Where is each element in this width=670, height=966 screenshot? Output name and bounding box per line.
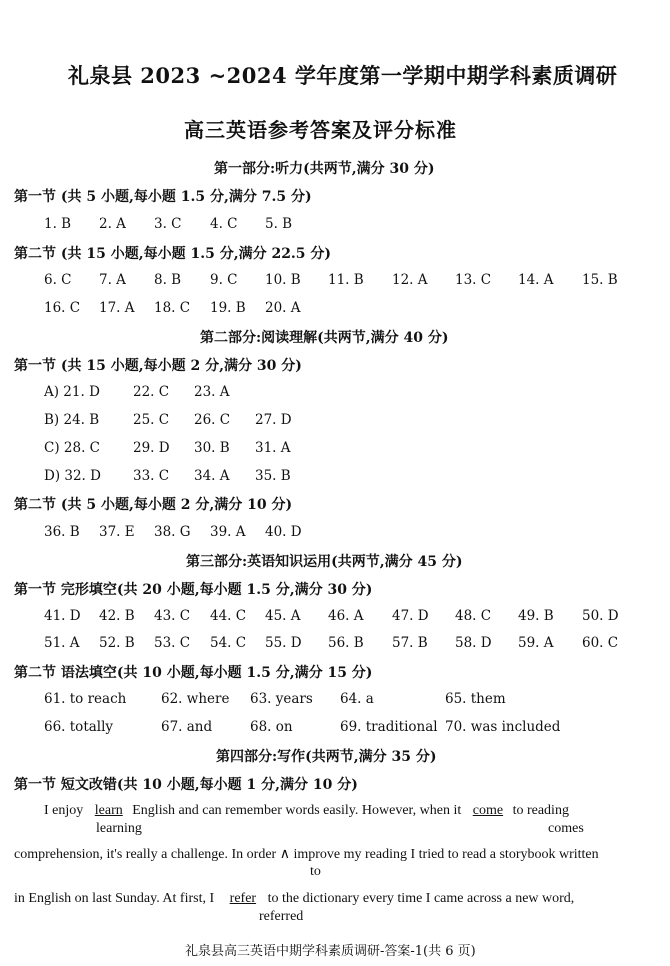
essay-text: English and can remember words easily. However, when it [132,803,462,818]
answer-item: 37. E [99,524,135,540]
essay-text: to the dictionary every time I came across a new word, [267,891,575,906]
answer-item: 58. D [455,635,492,651]
answer-item: 22. C [133,384,170,400]
answer-item: 69. traditional [340,719,438,735]
correction-word: comes [548,821,584,836]
answer-item: 5. B [265,216,293,232]
answer-item: 59. A [518,635,554,651]
answer-item: 49. B [518,608,554,624]
answer-item: 2. A [99,216,126,232]
part3-sec2-heading: 第二节 语法填空(共 10 小题,每小题 1.5 分,满分 15 分) [14,665,373,681]
part3-sec1-heading: 第一节 完形填空(共 20 小题,每小题 1.5 分,满分 30 分) [14,582,373,598]
answer-item: 9. C [210,272,238,288]
answer-item: 26. C [194,412,231,428]
answer-item: 3. C [154,216,182,232]
answer-item: 10. B [265,272,301,288]
answer-item: 56. B [328,635,364,651]
answer-item: 47. D [392,608,429,624]
error-word: refer [229,891,257,906]
answer-item: 70. was included [445,719,561,735]
answer-item: 15. B [582,272,618,288]
document-subtitle: 高三英语参考答案及评分标准 [184,118,457,142]
part4-heading: 第四部分:写作(共两节,满分 35 分) [216,749,437,765]
answer-item: 4. C [210,216,238,232]
answer-item: 36. B [44,524,80,540]
answer-item: 44. C [210,608,247,624]
answer-item: 25. C [133,412,170,428]
answer-item: 13. C [455,272,492,288]
answer-item: 35. B [255,468,291,484]
part3-heading: 第三部分:英语知识运用(共两节,满分 45 分) [186,554,463,570]
answer-item: 42. B [99,608,135,624]
answer-item: 12. A [392,272,428,288]
essay-text: to reading [512,803,569,818]
part1-heading: 第一部分:听力(共两节,满分 30 分) [214,161,435,177]
answer-item: D) 32. D [44,468,101,484]
error-word: come [472,803,504,818]
answer-item: 54. C [210,635,247,651]
essay-text: comprehension, it's really a challenge. In order [14,847,277,862]
answer-item: 66. totally [44,719,114,735]
answer-item: 1. B [44,216,72,232]
answer-item: 61. to reach [44,691,127,707]
error-word: learn [94,803,123,818]
essay-text: I enjoy [44,803,84,818]
answer-item: 19. B [210,300,246,316]
answer-item: A) 21. D [44,384,100,400]
answer-item: 51. A [44,635,80,651]
answer-item: 27. D [255,412,292,428]
answer-item: 65. them [445,691,506,707]
answer-item: 6. C [44,272,72,288]
answer-item: 38. G [154,524,191,540]
answer-item: 48. C [455,608,492,624]
answer-item: 11. B [328,272,364,288]
answer-item: 39. A [210,524,246,540]
correction-word: to [310,864,321,879]
answer-item: 14. A [518,272,554,288]
answer-item: 8. B [154,272,182,288]
answer-item: 23. A [194,384,230,400]
answer-item: 57. B [392,635,428,651]
insertion-caret: ∧ [279,847,290,862]
answer-item: 34. A [194,468,230,484]
answer-item: 29. D [133,440,170,456]
part2-sec2-heading: 第二节 (共 5 小题,每小题 2 分,满分 10 分) [14,497,293,513]
answer-item: 17. A [99,300,135,316]
answer-item: 64. a [340,691,374,707]
answer-item: 41. D [44,608,81,624]
answer-item: 7. A [99,272,126,288]
answer-item: 62. where [161,691,230,707]
answer-item: 45. A [265,608,301,624]
answer-item: 33. C [133,468,170,484]
answer-item: 46. A [328,608,364,624]
answer-item: 40. D [265,524,302,540]
correction-word: learning [96,821,142,836]
part2-heading: 第二部分:阅读理解(共两节,满分 40 分) [200,330,449,346]
part2-sec1-heading: 第一节 (共 15 小题,每小题 2 分,满分 30 分) [14,358,302,374]
answer-item: 43. C [154,608,191,624]
document-title: 礼泉县 2023 ~2024 学年度第一学期中期学科素质调研 [68,63,618,88]
essay-line-1 [44,803,569,819]
answer-item: 67. and [161,719,213,735]
part1-sec2-heading: 第二节 (共 15 小题,每小题 1.5 分,满分 22.5 分) [14,246,332,262]
answer-item: B) 24. B [44,412,100,428]
essay-line-3 [14,891,574,907]
answer-item: 31. A [255,440,291,456]
answer-item: 68. on [250,719,293,735]
essay-text: in English on last Sunday. At first, I [14,891,215,906]
answer-item: 55. D [265,635,302,651]
answer-item: 20. A [265,300,301,316]
page-footer: 礼泉县高三英语中期学科素质调研-答案-1(共 6 页) [185,944,476,959]
answer-item: C) 28. C [44,440,100,456]
answer-item: 52. B [99,635,135,651]
answer-item: 18. C [154,300,191,316]
essay-line-2 [14,846,599,863]
part1-sec1-heading: 第一节 (共 5 小题,每小题 1.5 分,满分 7.5 分) [14,189,312,205]
correction-word: referred [259,909,304,924]
answer-item: 16. C [44,300,81,316]
answer-item: 63. years [250,691,313,707]
essay-text: improve my reading I tried to read a storybook written [293,847,599,862]
part4-sec1-heading: 第一节 短文改错(共 10 小题,每小题 1 分,满分 10 分) [14,777,358,793]
answer-item: 53. C [154,635,191,651]
answer-item: 30. B [194,440,230,456]
answer-item: 60. C [582,635,619,651]
answer-item: 50. D [582,608,619,624]
